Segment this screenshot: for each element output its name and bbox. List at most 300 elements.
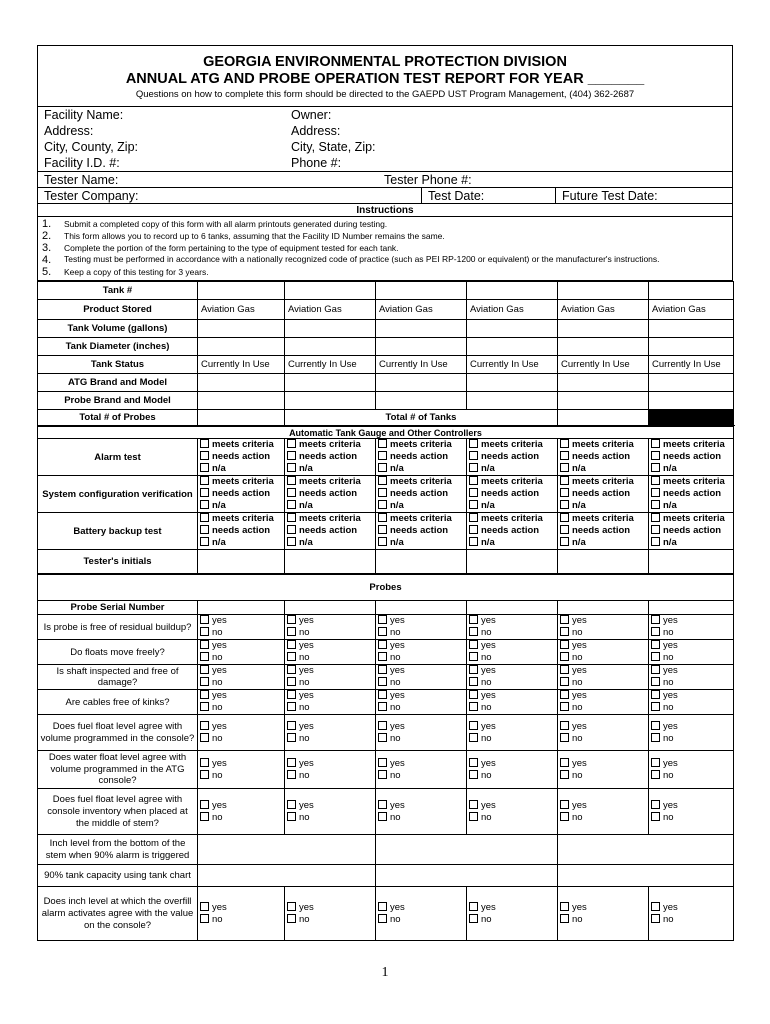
- checkbox-icon[interactable]: [560, 537, 569, 546]
- tank-status-cell[interactable]: Currently In Use: [467, 356, 558, 374]
- checkbox-icon[interactable]: [378, 677, 387, 686]
- yes-no-options[interactable]: [198, 751, 285, 789]
- checkbox-icon[interactable]: [287, 451, 296, 460]
- probe-brand-cell[interactable]: [376, 392, 467, 410]
- checkbox-icon[interactable]: [287, 702, 296, 711]
- tester-company-field[interactable]: Tester Company:: [44, 189, 139, 203]
- checkbox-icon[interactable]: [287, 476, 296, 485]
- tank-volume-cell[interactable]: [467, 320, 558, 338]
- yes-no-options[interactable]: [285, 887, 376, 941]
- checkbox-icon[interactable]: [469, 525, 478, 534]
- option-label: [560, 513, 646, 525]
- checkbox-icon[interactable]: [287, 627, 296, 636]
- alarm-test-options[interactable]: [198, 439, 285, 476]
- yes-no-options[interactable]: [376, 751, 467, 789]
- system-config-options[interactable]: [467, 476, 558, 513]
- checkbox-icon[interactable]: [378, 702, 387, 711]
- option-label: [651, 812, 731, 824]
- checkbox-icon[interactable]: [378, 513, 387, 522]
- tester-initials-cell[interactable]: [649, 550, 734, 574]
- checkbox-icon[interactable]: [469, 914, 478, 923]
- yes-no-options[interactable]: [467, 887, 558, 941]
- yes-no-options[interactable]: [558, 887, 649, 941]
- checkbox-icon[interactable]: [287, 914, 296, 923]
- yes-no-options[interactable]: [285, 640, 376, 665]
- tester-initials-cell[interactable]: [558, 550, 649, 574]
- checkbox-icon[interactable]: [651, 488, 660, 497]
- alarm-test-options[interactable]: [558, 439, 649, 476]
- checkbox-icon[interactable]: [469, 721, 478, 730]
- tank-volume-cell[interactable]: [198, 320, 285, 338]
- yes-no-options[interactable]: [649, 615, 734, 640]
- system-config-options[interactable]: [198, 476, 285, 513]
- battery-backup-options[interactable]: [649, 513, 734, 550]
- checkbox-icon[interactable]: [378, 902, 387, 911]
- tank-volume-cell[interactable]: [558, 320, 649, 338]
- total-tanks-cell[interactable]: [558, 410, 649, 426]
- checkbox-icon[interactable]: [560, 652, 569, 661]
- yes-no-options[interactable]: [467, 615, 558, 640]
- option-label: needs action: [481, 525, 540, 536]
- tester-name-field[interactable]: Tester Name:: [44, 173, 119, 187]
- option-label: [469, 463, 555, 475]
- alarm-test-options[interactable]: [376, 439, 467, 476]
- tank-diameter-cell[interactable]: [558, 338, 649, 356]
- yes-no-options[interactable]: [558, 751, 649, 789]
- checkbox-icon[interactable]: [560, 451, 569, 460]
- checkbox-icon[interactable]: [651, 665, 660, 674]
- checkbox-icon[interactable]: [469, 733, 478, 742]
- checkbox-icon[interactable]: [469, 902, 478, 911]
- checkbox-icon[interactable]: [469, 665, 478, 674]
- yes-no-options[interactable]: [558, 690, 649, 715]
- checkbox-icon[interactable]: [287, 770, 296, 779]
- option-label: yes: [572, 799, 587, 811]
- checkbox-icon[interactable]: [378, 690, 387, 699]
- checkbox-icon[interactable]: [287, 537, 296, 546]
- checkbox-icon[interactable]: [651, 615, 660, 624]
- checkbox-icon[interactable]: [469, 451, 478, 460]
- checkbox-icon[interactable]: [469, 537, 478, 546]
- tank-diameter-cell[interactable]: [198, 338, 285, 356]
- yes-no-options[interactable]: [376, 615, 467, 640]
- checkbox-icon[interactable]: [287, 800, 296, 809]
- checkbox-icon[interactable]: [560, 513, 569, 522]
- checkbox-icon[interactable]: [378, 652, 387, 661]
- checkbox-icon[interactable]: [378, 537, 387, 546]
- checkbox-icon[interactable]: [560, 733, 569, 742]
- checkbox-icon[interactable]: [651, 463, 660, 472]
- yes-no-options[interactable]: [376, 789, 467, 835]
- yes-no-options[interactable]: [649, 665, 734, 690]
- battery-backup-options[interactable]: [467, 513, 558, 550]
- checkbox-icon[interactable]: [651, 758, 660, 767]
- checkbox-icon[interactable]: [651, 439, 660, 448]
- checkbox-icon[interactable]: [469, 627, 478, 636]
- checkbox-icon[interactable]: [200, 513, 209, 522]
- checkbox-icon[interactable]: [200, 525, 209, 534]
- atg-brand-cell[interactable]: [558, 374, 649, 392]
- probe-serial-cell[interactable]: [376, 601, 467, 615]
- checkbox-icon[interactable]: [378, 770, 387, 779]
- checkbox-icon[interactable]: [378, 721, 387, 730]
- checkbox-icon[interactable]: [560, 488, 569, 497]
- checkbox-icon[interactable]: [651, 812, 660, 821]
- checkbox-icon[interactable]: [560, 770, 569, 779]
- checkbox-icon[interactable]: [287, 615, 296, 624]
- tank-status-cell[interactable]: Currently In Use: [376, 356, 467, 374]
- atg-brand-cell[interactable]: [285, 374, 376, 392]
- product-stored-cell[interactable]: Aviation Gas: [198, 300, 285, 320]
- yes-no-options[interactable]: [376, 887, 467, 941]
- checkbox-icon[interactable]: [469, 770, 478, 779]
- yes-no-options[interactable]: [558, 640, 649, 665]
- checkbox-icon[interactable]: [378, 800, 387, 809]
- checkbox-icon[interactable]: [651, 702, 660, 711]
- checkbox-icon[interactable]: [651, 721, 660, 730]
- probe-brand-cell[interactable]: [467, 392, 558, 410]
- yes-no-options[interactable]: [285, 615, 376, 640]
- yes-no-options[interactable]: [376, 640, 467, 665]
- checkbox-icon[interactable]: [200, 665, 209, 674]
- checkbox-icon[interactable]: [469, 463, 478, 472]
- checkbox-icon[interactable]: [200, 451, 209, 460]
- checkbox-icon[interactable]: [651, 652, 660, 661]
- facility-id-field[interactable]: Facility I.D. #:: [44, 156, 120, 170]
- capacity-cell[interactable]: [558, 865, 734, 887]
- facility-address-field[interactable]: Address:: [44, 124, 94, 138]
- tank-volume-cell[interactable]: [376, 320, 467, 338]
- checkbox-icon[interactable]: [651, 914, 660, 923]
- checkbox-icon[interactable]: [560, 914, 569, 923]
- owner-city-field[interactable]: City, State, Zip:: [291, 140, 376, 154]
- yes-no-options[interactable]: [198, 640, 285, 665]
- checkbox-icon[interactable]: [469, 640, 478, 649]
- checkbox-icon[interactable]: [560, 627, 569, 636]
- checkbox-icon[interactable]: [469, 800, 478, 809]
- checkbox-icon[interactable]: [560, 525, 569, 534]
- checkbox-icon[interactable]: [378, 627, 387, 636]
- yes-no-options[interactable]: [649, 751, 734, 789]
- atg-brand-cell[interactable]: [376, 374, 467, 392]
- yes-no-options[interactable]: [198, 789, 285, 835]
- probe-brand-cell[interactable]: [649, 392, 734, 410]
- tank-number-cell[interactable]: [558, 282, 649, 300]
- checkbox-icon[interactable]: [287, 500, 296, 509]
- checkbox-icon[interactable]: [651, 476, 660, 485]
- owner-field[interactable]: Owner:: [291, 108, 332, 122]
- checkbox-icon[interactable]: [200, 652, 209, 661]
- checkbox-icon[interactable]: [287, 652, 296, 661]
- atg-brand-cell[interactable]: [467, 374, 558, 392]
- yes-no-options[interactable]: [649, 715, 734, 751]
- checkbox-icon[interactable]: [287, 677, 296, 686]
- checkbox-icon[interactable]: [560, 902, 569, 911]
- checkbox-icon[interactable]: [651, 733, 660, 742]
- checkbox-icon[interactable]: [560, 721, 569, 730]
- tank-diameter-cell[interactable]: [649, 338, 734, 356]
- checkbox-icon[interactable]: [651, 537, 660, 546]
- checkbox-icon[interactable]: [378, 525, 387, 534]
- probe-serial-cell[interactable]: [467, 601, 558, 615]
- checkbox-icon[interactable]: [651, 627, 660, 636]
- yes-no-options[interactable]: [467, 690, 558, 715]
- tester-initials-cell[interactable]: [467, 550, 558, 574]
- yes-no-options[interactable]: [376, 690, 467, 715]
- tank-number-cell[interactable]: [198, 282, 285, 300]
- yes-no-options[interactable]: [376, 665, 467, 690]
- checkbox-icon[interactable]: [560, 500, 569, 509]
- inch-level-cell[interactable]: [558, 835, 734, 865]
- yes-no-options[interactable]: [198, 690, 285, 715]
- checkbox-icon[interactable]: [287, 733, 296, 742]
- checkbox-icon[interactable]: [378, 914, 387, 923]
- checkbox-icon[interactable]: [200, 615, 209, 624]
- checkbox-icon[interactable]: [560, 702, 569, 711]
- battery-backup-options[interactable]: [285, 513, 376, 550]
- capacity-cell[interactable]: [376, 865, 558, 887]
- alarm-test-options[interactable]: [467, 439, 558, 476]
- checkbox-icon[interactable]: [378, 812, 387, 821]
- checkbox-icon[interactable]: [469, 488, 478, 497]
- tester-initials-cell[interactable]: [376, 550, 467, 574]
- yes-no-options[interactable]: [467, 789, 558, 835]
- tester-initials-cell[interactable]: [198, 550, 285, 574]
- checkbox-icon[interactable]: [378, 640, 387, 649]
- probe-serial-cell[interactable]: [558, 601, 649, 615]
- tank-volume-cell[interactable]: [285, 320, 376, 338]
- system-config-options[interactable]: [649, 476, 734, 513]
- probe-brand-cell[interactable]: [285, 392, 376, 410]
- tank-status-cell[interactable]: Currently In Use: [285, 356, 376, 374]
- checkbox-icon[interactable]: [651, 525, 660, 534]
- yes-no-options[interactable]: [558, 665, 649, 690]
- yes-no-options[interactable]: [285, 751, 376, 789]
- checkbox-icon[interactable]: [651, 513, 660, 522]
- checkbox-icon[interactable]: [378, 758, 387, 767]
- checkbox-icon[interactable]: [651, 451, 660, 460]
- alarm-test-options[interactable]: [649, 439, 734, 476]
- tank-volume-cell[interactable]: [649, 320, 734, 338]
- option-label: yes: [390, 901, 405, 913]
- checkbox-icon[interactable]: [651, 770, 660, 779]
- yes-no-options[interactable]: [649, 789, 734, 835]
- checkbox-icon[interactable]: [378, 733, 387, 742]
- probe-serial-cell[interactable]: [285, 601, 376, 615]
- checkbox-icon[interactable]: [287, 525, 296, 534]
- option-label: [200, 902, 282, 914]
- checkbox-icon[interactable]: [378, 488, 387, 497]
- checkbox-icon[interactable]: [651, 500, 660, 509]
- checkbox-icon[interactable]: [287, 721, 296, 730]
- yes-no-options[interactable]: [198, 887, 285, 941]
- checkbox-icon[interactable]: [469, 690, 478, 699]
- total-probes-cell[interactable]: [198, 410, 285, 426]
- checkbox-icon[interactable]: [469, 500, 478, 509]
- yes-no-options[interactable]: [198, 665, 285, 690]
- tank-number-cell[interactable]: [467, 282, 558, 300]
- checkbox-icon[interactable]: [287, 439, 296, 448]
- yes-no-options[interactable]: [198, 715, 285, 751]
- checkbox-icon[interactable]: [200, 463, 209, 472]
- probe-serial-cell[interactable]: [198, 601, 285, 615]
- checkbox-icon[interactable]: [200, 640, 209, 649]
- checkbox-icon[interactable]: [200, 690, 209, 699]
- checkbox-icon[interactable]: [560, 758, 569, 767]
- checkbox-icon[interactable]: [469, 677, 478, 686]
- owner-address-field[interactable]: Address:: [291, 124, 341, 138]
- tester-phone-field[interactable]: Tester Phone #:: [384, 173, 472, 187]
- checkbox-icon[interactable]: [200, 537, 209, 546]
- checkbox-icon[interactable]: [200, 500, 209, 509]
- checkbox-icon[interactable]: [200, 677, 209, 686]
- checkbox-icon[interactable]: [378, 665, 387, 674]
- tank-number-cell[interactable]: [649, 282, 734, 300]
- yes-no-options[interactable]: [467, 715, 558, 751]
- checkbox-icon[interactable]: [560, 677, 569, 686]
- checkbox-icon[interactable]: [378, 476, 387, 485]
- checkbox-icon[interactable]: [560, 615, 569, 624]
- checkbox-icon[interactable]: [469, 758, 478, 767]
- checkbox-icon[interactable]: [287, 665, 296, 674]
- checkbox-icon[interactable]: [651, 690, 660, 699]
- checkbox-icon[interactable]: [287, 640, 296, 649]
- checkbox-icon[interactable]: [200, 902, 209, 911]
- checkbox-icon[interactable]: [378, 500, 387, 509]
- tank-status-cell[interactable]: Currently In Use: [649, 356, 734, 374]
- yes-no-options[interactable]: [649, 887, 734, 941]
- system-config-options[interactable]: [558, 476, 649, 513]
- checkbox-icon[interactable]: [287, 513, 296, 522]
- tester-initials-cell[interactable]: [285, 550, 376, 574]
- alarm-test-options[interactable]: [285, 439, 376, 476]
- atg-brand-cell[interactable]: [198, 374, 285, 392]
- checkbox-icon[interactable]: [560, 665, 569, 674]
- checkbox-icon[interactable]: [287, 902, 296, 911]
- checkbox-icon[interactable]: [200, 914, 209, 923]
- system-config-options[interactable]: [376, 476, 467, 513]
- yes-no-options[interactable]: [467, 751, 558, 789]
- tank-status-cell[interactable]: Currently In Use: [558, 356, 649, 374]
- checkbox-icon[interactable]: [560, 690, 569, 699]
- tank-status-cell[interactable]: Currently In Use: [198, 356, 285, 374]
- option-label: [378, 537, 464, 549]
- yes-no-options[interactable]: [285, 690, 376, 715]
- checkbox-icon[interactable]: [200, 476, 209, 485]
- test-date-field[interactable]: Test Date:: [421, 188, 555, 203]
- inch-level-cell[interactable]: [376, 835, 558, 865]
- tank-number-cell[interactable]: [285, 282, 376, 300]
- checkbox-icon[interactable]: [200, 439, 209, 448]
- checkbox-icon[interactable]: [378, 615, 387, 624]
- yes-no-options[interactable]: [558, 615, 649, 640]
- inch-level-cell[interactable]: [198, 835, 376, 865]
- probe-serial-cell[interactable]: [649, 601, 734, 615]
- yes-no-options[interactable]: [649, 690, 734, 715]
- checkbox-icon[interactable]: [560, 463, 569, 472]
- checkbox-icon[interactable]: [469, 652, 478, 661]
- yes-no-options[interactable]: [558, 715, 649, 751]
- checkbox-icon[interactable]: [469, 702, 478, 711]
- checkbox-icon[interactable]: [287, 812, 296, 821]
- yes-no-options[interactable]: [198, 615, 285, 640]
- system-config-options[interactable]: [285, 476, 376, 513]
- checkbox-icon[interactable]: [651, 800, 660, 809]
- checkbox-icon[interactable]: [469, 615, 478, 624]
- probe-brand-cell[interactable]: [558, 392, 649, 410]
- yes-no-options[interactable]: [558, 789, 649, 835]
- capacity-cell[interactable]: [198, 865, 376, 887]
- checkbox-icon[interactable]: [200, 812, 209, 821]
- checkbox-icon[interactable]: [378, 463, 387, 472]
- yes-no-options[interactable]: [467, 640, 558, 665]
- checkbox-icon[interactable]: [651, 640, 660, 649]
- owner-phone-field[interactable]: Phone #:: [291, 156, 342, 170]
- yes-no-options[interactable]: [285, 665, 376, 690]
- facility-city-field[interactable]: City, County, Zip:: [44, 140, 139, 154]
- checkbox-icon[interactable]: [378, 451, 387, 460]
- checkbox-icon[interactable]: [560, 812, 569, 821]
- checkbox-icon[interactable]: [200, 800, 209, 809]
- checkbox-icon[interactable]: [200, 702, 209, 711]
- yes-no-options[interactable]: [285, 715, 376, 751]
- product-stored-cell[interactable]: Aviation Gas: [558, 300, 649, 320]
- checkbox-icon[interactable]: [469, 439, 478, 448]
- checkbox-icon[interactable]: [469, 476, 478, 485]
- checkbox-icon[interactable]: [560, 640, 569, 649]
- checkbox-icon[interactable]: [469, 812, 478, 821]
- yes-no-options[interactable]: [649, 640, 734, 665]
- tank-diameter-cell[interactable]: [467, 338, 558, 356]
- checkbox-icon[interactable]: [560, 476, 569, 485]
- tank-number-cell[interactable]: [376, 282, 467, 300]
- atg-brand-cell[interactable]: [649, 374, 734, 392]
- product-stored-cell[interactable]: Aviation Gas: [285, 300, 376, 320]
- product-stored-cell[interactable]: Aviation Gas: [376, 300, 467, 320]
- tank-diameter-cell[interactable]: [376, 338, 467, 356]
- tank-diameter-cell[interactable]: [285, 338, 376, 356]
- checkbox-icon[interactable]: [378, 439, 387, 448]
- yes-no-options[interactable]: [285, 789, 376, 835]
- checkbox-icon[interactable]: [560, 800, 569, 809]
- future-test-date-field[interactable]: Future Test Date:: [555, 188, 732, 203]
- checkbox-icon[interactable]: [200, 721, 209, 730]
- product-stored-cell[interactable]: Aviation Gas: [649, 300, 734, 320]
- checkbox-icon[interactable]: [651, 902, 660, 911]
- battery-backup-options[interactable]: [558, 513, 649, 550]
- checkbox-icon[interactable]: [200, 733, 209, 742]
- checkbox-icon[interactable]: [200, 758, 209, 767]
- probe-brand-cell[interactable]: [198, 392, 285, 410]
- battery-backup-options[interactable]: [376, 513, 467, 550]
- checkbox-icon[interactable]: [287, 488, 296, 497]
- checkbox-icon[interactable]: [200, 770, 209, 779]
- checkbox-icon[interactable]: [560, 439, 569, 448]
- checkbox-icon[interactable]: [200, 488, 209, 497]
- product-stored-cell[interactable]: Aviation Gas: [467, 300, 558, 320]
- checkbox-icon[interactable]: [287, 690, 296, 699]
- battery-backup-options[interactable]: [198, 513, 285, 550]
- checkbox-icon[interactable]: [469, 513, 478, 522]
- checkbox-icon[interactable]: [287, 463, 296, 472]
- yes-no-options[interactable]: [376, 715, 467, 751]
- checkbox-icon[interactable]: [651, 677, 660, 686]
- checkbox-icon[interactable]: [287, 758, 296, 767]
- option-label: [560, 758, 646, 770]
- facility-name-field[interactable]: Facility Name:: [44, 108, 124, 122]
- checkbox-icon[interactable]: [200, 627, 209, 636]
- yes-no-options[interactable]: [467, 665, 558, 690]
